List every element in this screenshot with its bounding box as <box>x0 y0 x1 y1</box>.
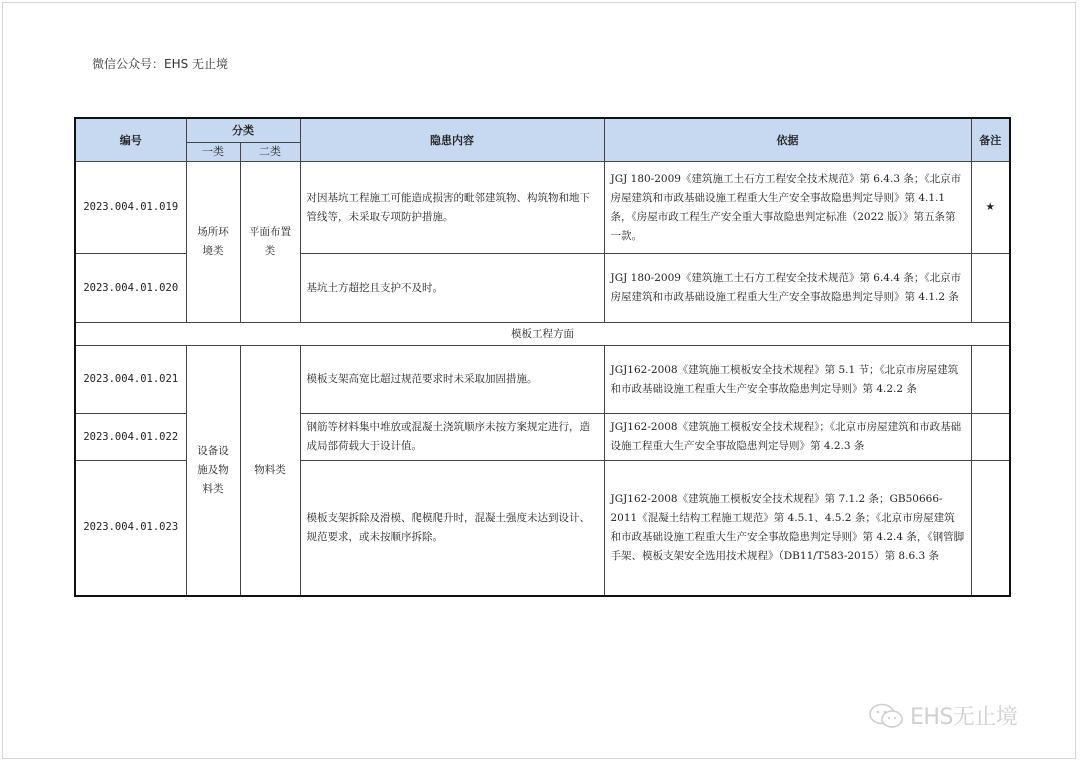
row-basis: JGJ 180-2009《建筑施工土石方工程安全技术规范》第 6.4.3 条；《北京市房屋建筑和市政基础设施工程重大生产安全事故隐患判定导则》第 4.1.1 条，《房屋市政工程生产安全重大事故隐患判定标准（2022 版）》第五条第一款。 <box>604 162 971 254</box>
row-id: 2023.004.01.020 <box>75 254 186 323</box>
header-basis: 依据 <box>604 118 971 162</box>
header-id: 编号 <box>75 118 186 162</box>
row-id: 2023.004.01.023 <box>75 461 186 596</box>
row-basis: JGJ162-2008《建筑施工模板安全技术规程》第 5.1 节；《北京市房屋建筑和市政基础设施工程重大生产安全事故隐患判定导则》第 4.2.2 条 <box>604 346 971 414</box>
row-note <box>971 461 1010 596</box>
row-description: 模板支架拆除及滑模、爬模爬升时，混凝土强度未达到设计、规范要求，或未按顺序拆除。 <box>300 461 604 596</box>
row-description: 基坑土方超挖且支护不及时。 <box>300 254 604 323</box>
row-basis: JGJ 180-2009《建筑施工土石方工程安全技术规范》第 6.4.4 条；《北京市房屋建筑和市政基础设施工程重大生产安全事故隐患判定导则》第 4.1.2 条 <box>604 254 971 323</box>
row-note <box>971 254 1010 323</box>
table-row <box>75 162 1010 254</box>
section-row <box>75 323 1010 346</box>
hazard-table <box>74 117 1011 597</box>
star-icon: ★ <box>971 162 1010 254</box>
category-l2-cell: 物料类 <box>240 346 300 596</box>
row-description: 对因基坑工程施工可能造成损害的毗邻建筑物、构筑物和地下管线等，未采取专项防护措施。 <box>300 162 604 254</box>
row-id: 2023.004.01.021 <box>75 346 186 414</box>
row-description: 钢筋等材料集中堆放或混凝土浇筑顺序未按方案规定进行，造成局部荷载大于设计值。 <box>300 414 604 461</box>
row-note <box>971 346 1010 414</box>
header-category-l2: 二类 <box>240 143 300 162</box>
row-basis: JGJ162-2008《建筑施工模板安全技术规程》；《北京市房屋建筑和市政基础设施工程重大生产安全事故隐患判定导则》第 4.2.3 条 <box>604 414 971 461</box>
row-description: 模板支架高宽比超过规范要求时未采取加固措施。 <box>300 346 604 414</box>
header-note: 微信公众号：EHS 无止境 <box>92 57 229 71</box>
row-id: 2023.004.01.019 <box>75 162 186 254</box>
row-basis: JGJ162-2008《建筑施工模板安全技术规程》第 7.1.2 条；GB50666-2011《混凝土结构工程施工规范》第 4.5.1、4.5.2 条；《北京市房屋建筑和市政基础设施工程重大生产安全事故隐患判定导则》第 4.2.4 条，《钢管脚手架、模板支架安全选用技术规程》（DB11/T583-2015）第 8.6.3 条 <box>604 461 971 596</box>
header-description: 隐患内容 <box>300 118 604 162</box>
header-category-l1: 一类 <box>186 143 240 162</box>
table-row <box>75 346 1010 414</box>
row-id: 2023.004.01.022 <box>75 414 186 461</box>
watermark <box>868 700 1017 731</box>
wechat-icon <box>868 703 904 729</box>
section-title: 模板工程方面 <box>75 323 1010 346</box>
category-l2-cell: 平面布置类 <box>240 162 300 323</box>
watermark-text: EHS无止境 <box>910 705 1018 730</box>
row-note <box>971 414 1010 461</box>
header-note: 备注 <box>971 118 1010 162</box>
category-l1-cell: 场所环境类 <box>186 162 240 323</box>
header-category: 分类 <box>186 118 300 143</box>
category-l1-cell: 设备设施及物料类 <box>186 346 240 596</box>
